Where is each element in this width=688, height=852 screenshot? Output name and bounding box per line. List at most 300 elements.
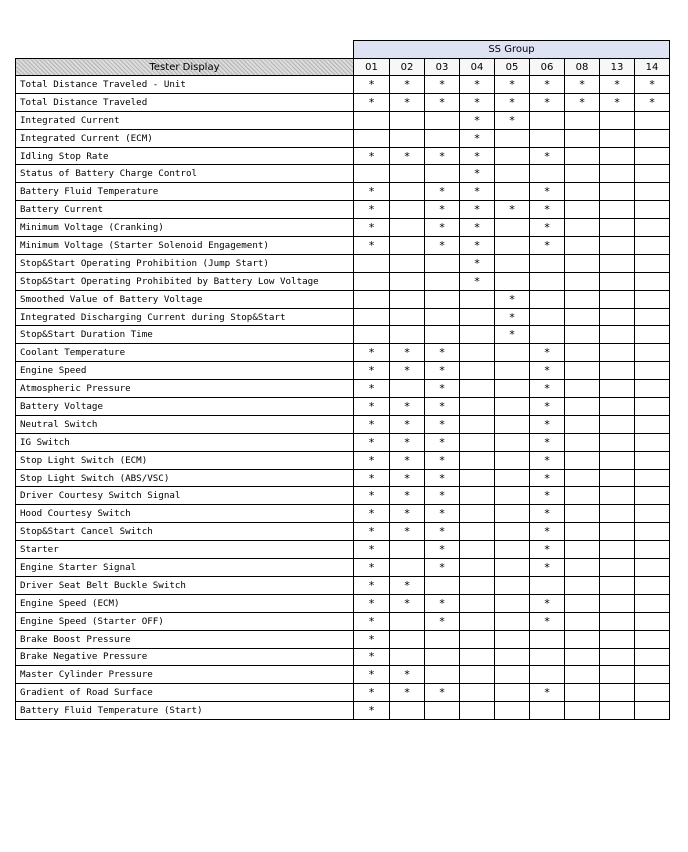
row-label: Battery Fluid Temperature <box>16 183 354 201</box>
supported-mark: * <box>495 290 530 308</box>
group-header: SS Group <box>354 41 670 59</box>
table-row <box>16 398 670 416</box>
table-row <box>16 111 670 129</box>
empty-cell <box>460 433 495 451</box>
table-row <box>16 254 670 272</box>
supported-mark: * <box>530 505 565 523</box>
empty-cell <box>460 469 495 487</box>
supported-mark: * <box>530 344 565 362</box>
row-label: Engine Speed <box>16 362 354 380</box>
empty-cell <box>390 559 425 577</box>
supported-mark: * <box>390 433 425 451</box>
row-label: Engine Starter Signal <box>16 559 354 577</box>
supported-mark: * <box>530 380 565 398</box>
empty-cell <box>565 648 600 666</box>
supported-mark: * <box>390 469 425 487</box>
table-row <box>16 147 670 165</box>
table-row <box>16 129 670 147</box>
empty-cell <box>495 272 530 290</box>
row-label: Neutral Switch <box>16 415 354 433</box>
empty-cell <box>635 290 670 308</box>
table-row <box>16 237 670 255</box>
empty-cell <box>600 451 635 469</box>
empty-cell <box>354 165 390 183</box>
column-header-03: 03 <box>425 59 460 76</box>
empty-cell <box>565 237 600 255</box>
empty-cell <box>635 451 670 469</box>
column-header-02: 02 <box>390 59 425 76</box>
empty-cell <box>565 684 600 702</box>
empty-cell <box>635 630 670 648</box>
row-label: Starter <box>16 541 354 559</box>
empty-cell <box>635 111 670 129</box>
supported-mark: * <box>495 326 530 344</box>
row-label: Total Distance Traveled <box>16 93 354 111</box>
supported-mark: * <box>425 451 460 469</box>
empty-cell <box>495 702 530 720</box>
empty-cell <box>635 523 670 541</box>
supported-mark: * <box>354 398 390 416</box>
supported-mark: * <box>460 254 495 272</box>
row-label: Stop Light Switch (ECM) <box>16 451 354 469</box>
supported-mark: * <box>354 523 390 541</box>
empty-cell <box>460 362 495 380</box>
row-label: Brake Boost Pressure <box>16 630 354 648</box>
table-row <box>16 541 670 559</box>
row-label: Coolant Temperature <box>16 344 354 362</box>
supported-mark: * <box>354 469 390 487</box>
empty-cell <box>390 326 425 344</box>
empty-cell <box>390 702 425 720</box>
empty-cell <box>354 290 390 308</box>
empty-cell <box>425 272 460 290</box>
empty-cell <box>635 648 670 666</box>
row-label: Stop&Start Operating Prohibition (Jump Start) <box>16 254 354 272</box>
row-label: Integrated Current (ECM) <box>16 129 354 147</box>
empty-cell <box>600 469 635 487</box>
table-row <box>16 362 670 380</box>
empty-cell <box>425 165 460 183</box>
empty-cell <box>565 433 600 451</box>
empty-cell <box>425 326 460 344</box>
empty-cell <box>600 219 635 237</box>
supported-mark: * <box>354 648 390 666</box>
column-header-08: 08 <box>565 59 600 76</box>
supported-mark: * <box>565 93 600 111</box>
supported-mark: * <box>390 684 425 702</box>
supported-mark: * <box>530 541 565 559</box>
row-label: Atmospheric Pressure <box>16 380 354 398</box>
empty-cell <box>495 254 530 272</box>
row-label: Stop&Start Operating Prohibited by Battery Low Voltage <box>16 272 354 290</box>
table-row <box>16 702 670 720</box>
supported-mark: * <box>354 183 390 201</box>
empty-cell <box>460 702 495 720</box>
empty-cell <box>425 630 460 648</box>
empty-cell <box>390 380 425 398</box>
supported-mark: * <box>354 702 390 720</box>
empty-cell <box>495 469 530 487</box>
empty-cell <box>565 576 600 594</box>
empty-cell <box>635 326 670 344</box>
empty-cell <box>600 433 635 451</box>
supported-mark: * <box>390 487 425 505</box>
empty-cell <box>460 344 495 362</box>
supported-mark: * <box>495 93 530 111</box>
empty-cell <box>600 666 635 684</box>
empty-cell <box>565 541 600 559</box>
supported-mark: * <box>354 684 390 702</box>
empty-cell <box>565 308 600 326</box>
empty-cell <box>354 272 390 290</box>
empty-cell <box>600 237 635 255</box>
supported-mark: * <box>425 76 460 94</box>
column-header-01: 01 <box>354 59 390 76</box>
empty-cell <box>635 559 670 577</box>
supported-mark: * <box>600 93 635 111</box>
empty-cell <box>635 541 670 559</box>
empty-cell <box>635 505 670 523</box>
supported-mark: * <box>460 129 495 147</box>
empty-cell <box>635 612 670 630</box>
empty-cell <box>495 433 530 451</box>
column-header-05: 05 <box>495 59 530 76</box>
empty-cell <box>354 308 390 326</box>
empty-cell <box>354 254 390 272</box>
empty-cell <box>530 129 565 147</box>
empty-cell <box>390 219 425 237</box>
row-label: Integrated Discharging Current during Stop&Start <box>16 308 354 326</box>
supported-mark: * <box>635 76 670 94</box>
empty-cell <box>460 684 495 702</box>
table-row <box>16 666 670 684</box>
supported-mark: * <box>530 398 565 416</box>
table-row <box>16 326 670 344</box>
row-label: Stop&Start Cancel Switch <box>16 523 354 541</box>
tester-display-header: Tester Display <box>16 59 354 76</box>
empty-cell <box>565 505 600 523</box>
empty-cell <box>635 415 670 433</box>
empty-cell <box>460 576 495 594</box>
table-row <box>16 290 670 308</box>
empty-cell <box>635 272 670 290</box>
table-row <box>16 415 670 433</box>
empty-cell <box>530 576 565 594</box>
supported-mark: * <box>390 93 425 111</box>
empty-cell <box>354 129 390 147</box>
row-label: Smoothed Value of Battery Voltage <box>16 290 354 308</box>
empty-cell <box>565 219 600 237</box>
supported-mark: * <box>460 272 495 290</box>
empty-cell <box>495 362 530 380</box>
supported-mark: * <box>495 201 530 219</box>
row-label: Battery Current <box>16 201 354 219</box>
empty-cell <box>390 129 425 147</box>
row-label: Total Distance Traveled - Unit <box>16 76 354 94</box>
empty-cell <box>565 380 600 398</box>
empty-cell <box>530 165 565 183</box>
table-row <box>16 201 670 219</box>
empty-cell <box>390 111 425 129</box>
empty-cell <box>425 666 460 684</box>
empty-cell <box>530 648 565 666</box>
empty-cell <box>635 165 670 183</box>
empty-cell <box>495 129 530 147</box>
supported-mark: * <box>354 93 390 111</box>
empty-cell <box>530 702 565 720</box>
supported-mark: * <box>460 237 495 255</box>
supported-mark: * <box>460 111 495 129</box>
table-row <box>16 612 670 630</box>
empty-cell <box>495 237 530 255</box>
empty-cell <box>530 308 565 326</box>
table-row <box>16 648 670 666</box>
row-label: IG Switch <box>16 433 354 451</box>
empty-cell <box>495 505 530 523</box>
empty-cell <box>565 272 600 290</box>
empty-cell <box>600 684 635 702</box>
empty-cell <box>600 290 635 308</box>
row-label: Master Cylinder Pressure <box>16 666 354 684</box>
supported-mark: * <box>530 76 565 94</box>
empty-cell <box>390 183 425 201</box>
empty-cell <box>530 326 565 344</box>
supported-mark: * <box>495 76 530 94</box>
empty-cell <box>635 666 670 684</box>
supported-mark: * <box>354 237 390 255</box>
empty-cell <box>600 630 635 648</box>
empty-cell <box>425 702 460 720</box>
table-row <box>16 272 670 290</box>
empty-cell <box>390 630 425 648</box>
empty-cell <box>495 684 530 702</box>
supported-mark: * <box>530 415 565 433</box>
empty-cell <box>495 219 530 237</box>
empty-cell <box>390 541 425 559</box>
table-row <box>16 308 670 326</box>
supported-mark: * <box>354 415 390 433</box>
empty-cell <box>495 147 530 165</box>
empty-cell <box>460 380 495 398</box>
supported-mark: * <box>390 398 425 416</box>
supported-mark: * <box>495 308 530 326</box>
empty-cell <box>460 505 495 523</box>
supported-mark: * <box>460 219 495 237</box>
empty-cell <box>530 254 565 272</box>
supported-mark: * <box>354 666 390 684</box>
empty-cell <box>390 254 425 272</box>
table-row <box>16 576 670 594</box>
empty-cell <box>600 111 635 129</box>
empty-cell <box>565 612 600 630</box>
empty-cell <box>565 129 600 147</box>
supported-mark: * <box>425 147 460 165</box>
supported-mark: * <box>354 344 390 362</box>
supported-mark: * <box>425 487 460 505</box>
supported-mark: * <box>425 344 460 362</box>
empty-cell <box>425 648 460 666</box>
supported-mark: * <box>425 237 460 255</box>
empty-cell <box>600 165 635 183</box>
empty-cell <box>600 308 635 326</box>
supported-mark: * <box>390 594 425 612</box>
empty-cell <box>460 326 495 344</box>
supported-mark: * <box>530 201 565 219</box>
empty-cell <box>600 129 635 147</box>
empty-cell <box>565 111 600 129</box>
empty-cell <box>530 666 565 684</box>
supported-mark: * <box>390 415 425 433</box>
supported-mark: * <box>530 487 565 505</box>
empty-cell <box>425 111 460 129</box>
empty-cell <box>354 111 390 129</box>
empty-cell <box>460 666 495 684</box>
row-label: Driver Courtesy Switch Signal <box>16 487 354 505</box>
empty-cell <box>495 612 530 630</box>
empty-cell <box>600 505 635 523</box>
empty-cell <box>495 559 530 577</box>
table-row <box>16 76 670 94</box>
empty-cell <box>495 398 530 416</box>
supported-mark: * <box>354 505 390 523</box>
table-row <box>16 219 670 237</box>
supported-mark: * <box>425 612 460 630</box>
empty-cell <box>565 254 600 272</box>
supported-mark: * <box>425 433 460 451</box>
empty-cell <box>565 630 600 648</box>
empty-cell <box>390 272 425 290</box>
row-label: Engine Speed (Starter OFF) <box>16 612 354 630</box>
empty-cell <box>495 576 530 594</box>
row-label: Integrated Current <box>16 111 354 129</box>
empty-cell <box>635 129 670 147</box>
empty-cell <box>600 254 635 272</box>
empty-cell <box>565 362 600 380</box>
supported-mark: * <box>425 219 460 237</box>
supported-mark: * <box>460 165 495 183</box>
empty-cell <box>390 237 425 255</box>
empty-cell <box>565 451 600 469</box>
empty-cell <box>460 290 495 308</box>
supported-mark: * <box>460 201 495 219</box>
empty-cell <box>565 487 600 505</box>
supported-mark: * <box>354 451 390 469</box>
empty-cell <box>495 415 530 433</box>
table-row <box>16 630 670 648</box>
supported-mark: * <box>530 237 565 255</box>
supported-mark: * <box>425 93 460 111</box>
supported-mark: * <box>425 362 460 380</box>
empty-cell <box>565 559 600 577</box>
row-label: Status of Battery Charge Control <box>16 165 354 183</box>
table-row <box>16 344 670 362</box>
supported-mark: * <box>354 559 390 577</box>
empty-cell <box>600 344 635 362</box>
supported-mark: * <box>530 523 565 541</box>
supported-mark: * <box>354 576 390 594</box>
empty-cell <box>565 290 600 308</box>
empty-cell <box>600 415 635 433</box>
empty-cell <box>460 648 495 666</box>
supported-mark: * <box>390 451 425 469</box>
row-label: Hood Courtesy Switch <box>16 505 354 523</box>
empty-cell <box>565 398 600 416</box>
empty-cell <box>565 702 600 720</box>
empty-cell <box>390 165 425 183</box>
supported-mark: * <box>354 541 390 559</box>
column-header-06: 06 <box>530 59 565 76</box>
empty-cell <box>530 630 565 648</box>
supported-mark: * <box>530 684 565 702</box>
empty-cell <box>635 684 670 702</box>
supported-mark: * <box>495 111 530 129</box>
supported-mark: * <box>530 219 565 237</box>
empty-cell <box>460 559 495 577</box>
table-row <box>16 559 670 577</box>
supported-mark: * <box>635 93 670 111</box>
empty-cell <box>354 326 390 344</box>
empty-cell <box>600 487 635 505</box>
table-row <box>16 469 670 487</box>
table-row <box>16 380 670 398</box>
empty-cell <box>565 201 600 219</box>
empty-cell <box>635 183 670 201</box>
empty-cell <box>600 326 635 344</box>
empty-cell <box>460 541 495 559</box>
empty-cell <box>460 612 495 630</box>
supported-mark: * <box>425 594 460 612</box>
supported-mark: * <box>530 433 565 451</box>
supported-mark: * <box>530 147 565 165</box>
supported-mark: * <box>530 469 565 487</box>
supported-mark: * <box>425 505 460 523</box>
table-row <box>16 451 670 469</box>
supported-mark: * <box>530 594 565 612</box>
empty-cell <box>600 702 635 720</box>
empty-cell <box>530 272 565 290</box>
empty-cell <box>565 165 600 183</box>
supported-mark: * <box>354 630 390 648</box>
supported-mark: * <box>460 76 495 94</box>
empty-cell <box>495 523 530 541</box>
empty-cell <box>425 254 460 272</box>
empty-cell <box>425 576 460 594</box>
empty-cell <box>565 594 600 612</box>
corner-blank <box>16 41 354 59</box>
supported-mark: * <box>425 398 460 416</box>
empty-cell <box>600 523 635 541</box>
supported-mark: * <box>530 451 565 469</box>
empty-cell <box>530 290 565 308</box>
empty-cell <box>635 237 670 255</box>
empty-cell <box>635 469 670 487</box>
empty-cell <box>460 451 495 469</box>
supported-mark: * <box>425 523 460 541</box>
empty-cell <box>390 201 425 219</box>
supported-mark: * <box>460 147 495 165</box>
empty-cell <box>635 147 670 165</box>
empty-cell <box>495 594 530 612</box>
supported-mark: * <box>530 612 565 630</box>
supported-mark: * <box>390 362 425 380</box>
supported-mark: * <box>390 76 425 94</box>
supported-mark: * <box>530 183 565 201</box>
empty-cell <box>460 630 495 648</box>
empty-cell <box>390 290 425 308</box>
empty-cell <box>600 559 635 577</box>
supported-mark: * <box>425 201 460 219</box>
empty-cell <box>460 594 495 612</box>
